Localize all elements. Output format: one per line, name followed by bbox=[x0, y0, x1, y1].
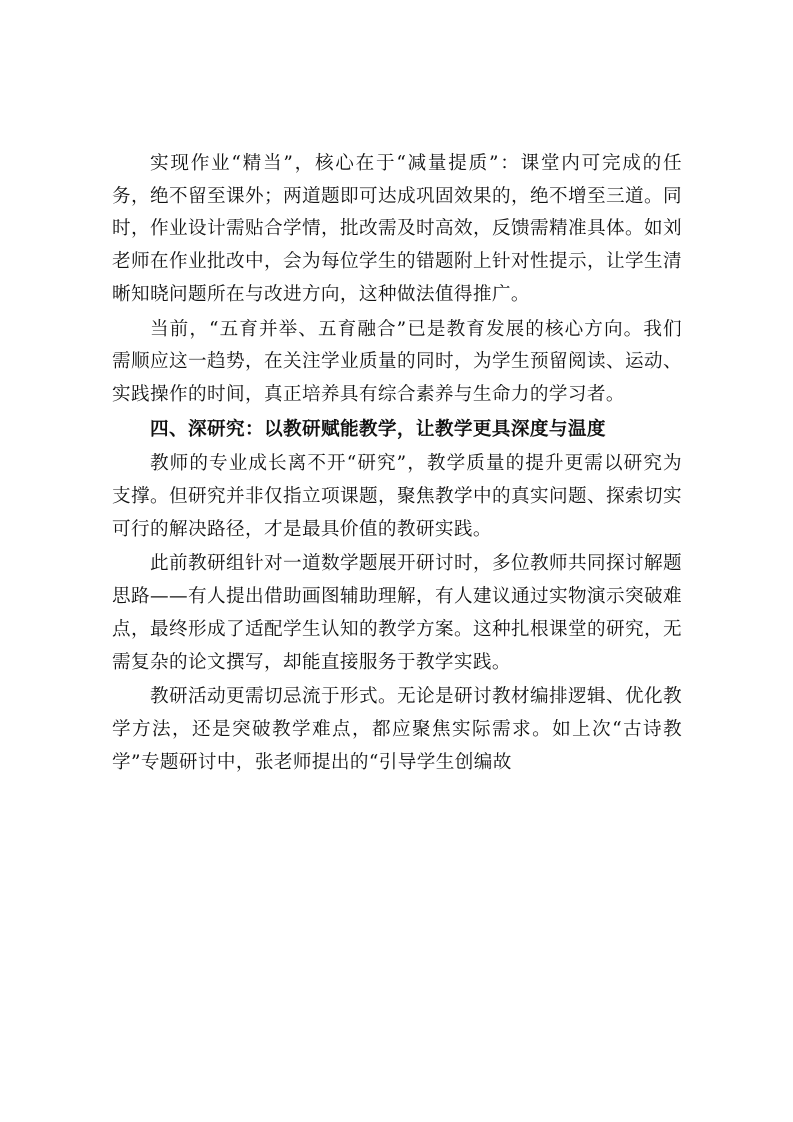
paragraph-teaching-activities: 教研活动更需切忌流于形式。无论是研讨教材编排逻辑、优化教学方法，还是突破教学难点，都应聚焦实际需求。如上次“古诗教学”专题研讨中，张老师提出的“引导学生创编故 bbox=[112, 686, 682, 773]
document-body bbox=[112, 148, 682, 781]
paragraph-homework: 实现作业“精当”，核心在于“减量提质”：课堂内可完成的任务，绝不留至课外；两道题即可达成巩固效果的，绝不增至三道。同时，作业设计需贴合学情，批改需及时高效，反馈需精准具体。如刘老师在作业批改中，会为每位学生的错题附上针对性提示，让学生清晰知晓问题所在与改进方向，这种做法值得推广。 bbox=[112, 153, 682, 305]
section-heading: 四、深研究：以教研赋能教学，让教学更具深度与温度 bbox=[150, 418, 606, 440]
paragraph-five-education: 当前，“五育并举、五育融合”已是教育发展的核心方向。我们需顺应这一趋势，在关注学业质量的同时，为学生预留阅读、运动、实践操作的时间，真正培养具有综合素养与生命力的学习者。 bbox=[112, 318, 682, 405]
paragraph-research-intro: 教师的专业成长离不开“研究”，教学质量的提升更需以研究为支撑。但研究并非仅指立项课题，聚焦教学中的真实问题、探索切实可行的解决路径，才是最具价值的教研实践。 bbox=[112, 453, 682, 540]
paragraph-math-discussion: 此前教研组针对一道数学题展开研讨时，多位教师共同探讨解题思路——有人提出借助画图辅助理解，有人建议通过实物演示突破难点，最终形成了适配学生认知的教学方案。这种扎根课堂的研究，无需复杂的论文撰写，却能直接服务于教学实践。 bbox=[112, 553, 682, 673]
